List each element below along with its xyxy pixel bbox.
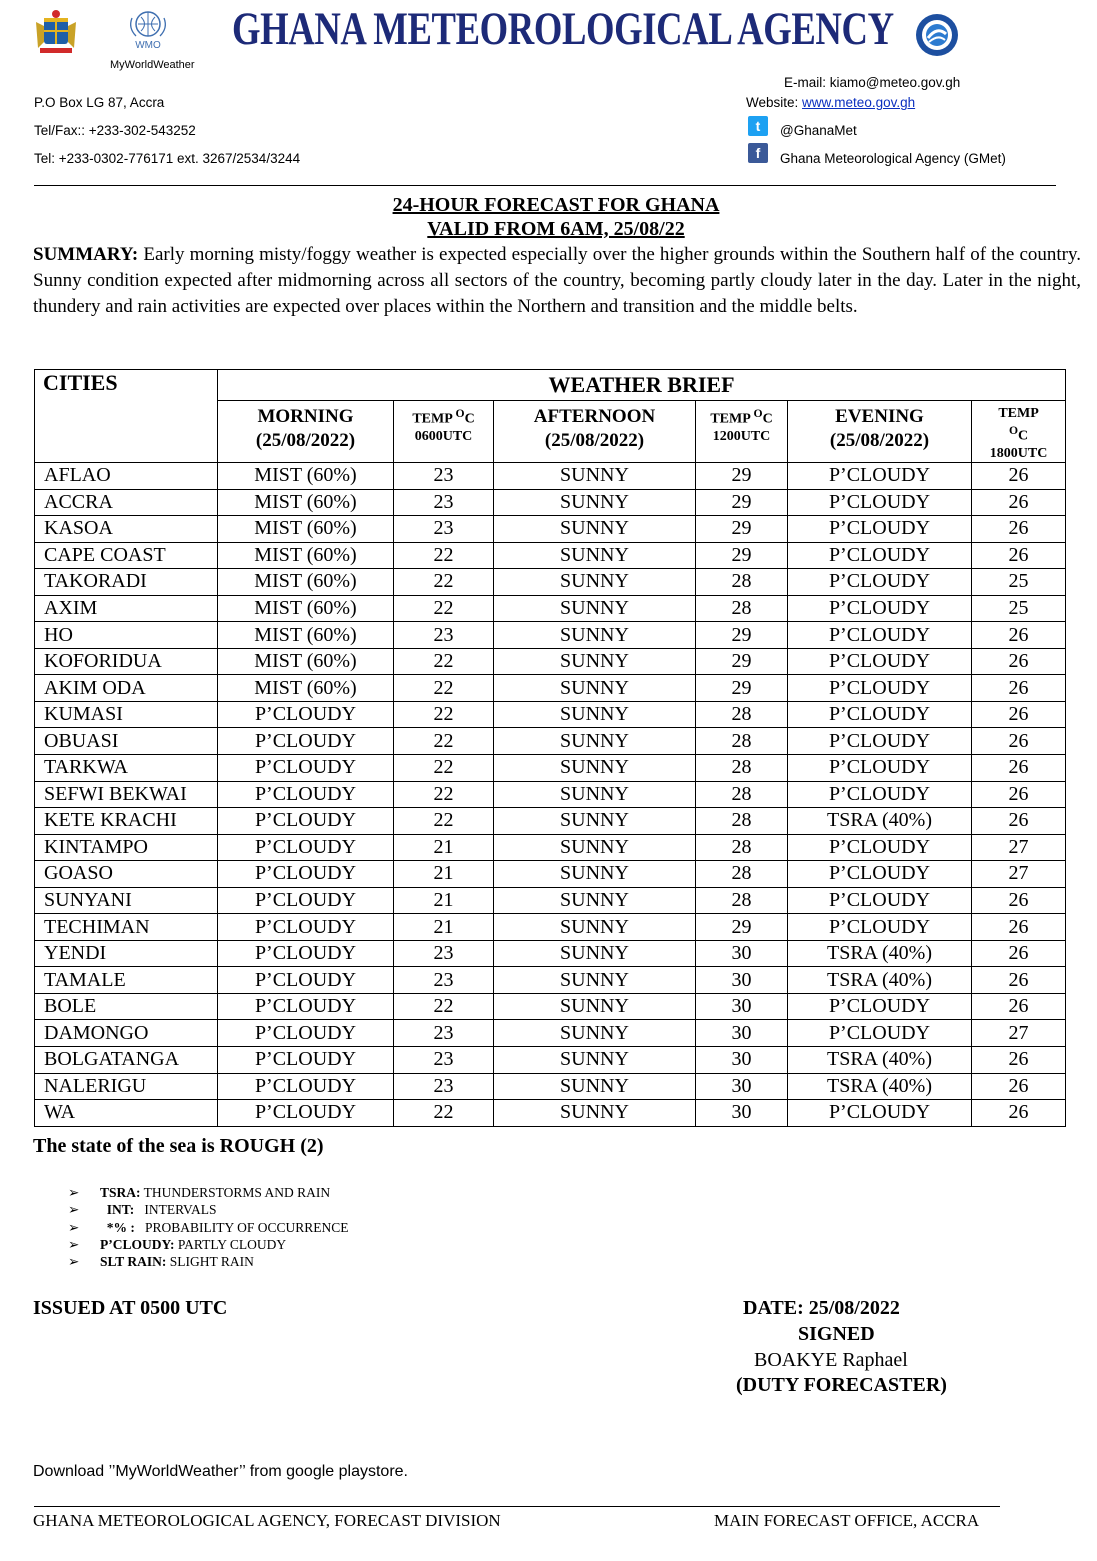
- evening-temp-cell: 25: [972, 595, 1066, 622]
- telephone: Tel: +233-0302-776171 ext. 3267/2534/3244: [34, 151, 301, 166]
- evening-temp-cell: 26: [972, 781, 1066, 808]
- table-row: [35, 701, 1066, 728]
- afternoon-temp-cell: 28: [696, 781, 788, 808]
- degree-mark: O: [1008, 424, 1019, 437]
- evening-temp-cell: 26: [972, 701, 1066, 728]
- website-line: [746, 95, 915, 110]
- evening-weather-cell: P’CLOUDY: [788, 755, 972, 782]
- evening-temp-cell: 26: [972, 887, 1066, 914]
- morning-weather-cell: MIST (60%): [218, 516, 394, 543]
- evening-weather-cell: TSRA (40%): [788, 1073, 972, 1100]
- afternoon-weather-cell: SUNNY: [494, 701, 696, 728]
- afternoon-weather-cell: SUNNY: [494, 1073, 696, 1100]
- afternoon-header: [494, 401, 696, 463]
- evening-weather-cell: P’CLOUDY: [788, 516, 972, 543]
- afternoon-temp-cell: 29: [696, 489, 788, 516]
- morning-date: (25/08/2022): [255, 430, 356, 451]
- city-cell: YENDI: [35, 940, 218, 967]
- legend-definition: INTERVALS: [134, 1202, 217, 1218]
- website-link[interactable]: www.meteo.gov.gh: [802, 95, 916, 110]
- morning-temp-cell: 23: [394, 1047, 494, 1074]
- evening-weather-cell: TSRA (40%): [788, 808, 972, 835]
- table-row: [35, 887, 1066, 914]
- sea-state: The state of the sea is ROUGH (2): [33, 1135, 324, 1157]
- afternoon-weather-cell: SUNNY: [494, 781, 696, 808]
- afternoon-temp-cell: 29: [696, 542, 788, 569]
- afternoon-temp-cell: 29: [696, 622, 788, 649]
- city-cell: GOASO: [35, 861, 218, 888]
- afternoon-weather-cell: SUNNY: [494, 595, 696, 622]
- wmo-emblem-icon: [120, 8, 176, 50]
- morning-temp-cell: 23: [394, 516, 494, 543]
- morning-weather-cell: MIST (60%): [218, 489, 394, 516]
- evening-weather-cell: P’CLOUDY: [788, 1100, 972, 1127]
- time-utc: 1800UTC: [989, 445, 1048, 461]
- table-row: [35, 595, 1066, 622]
- table-row: [35, 861, 1066, 888]
- summary: [33, 242, 1081, 320]
- table-row: [35, 622, 1066, 649]
- table-row: [35, 463, 1066, 490]
- evening-weather-cell: P’CLOUDY: [788, 993, 972, 1020]
- afternoon-weather-cell: SUNNY: [494, 516, 696, 543]
- weather-table: [34, 369, 1066, 1127]
- morning-temp-cell: 21: [394, 834, 494, 861]
- facebook-icon: f: [748, 143, 768, 163]
- city-cell: KINTAMPO: [35, 834, 218, 861]
- temp-label: TEMP: [412, 411, 456, 427]
- arrow-bullet-icon: ➢: [68, 1219, 80, 1235]
- email-address[interactable]: kiamo@meteo.gov.gh: [829, 75, 961, 90]
- table-row: [35, 1073, 1066, 1100]
- twitter-icon: t: [748, 116, 768, 136]
- evening-temp-cell: 26: [972, 648, 1066, 675]
- morning-weather-cell: P’CLOUDY: [218, 887, 394, 914]
- morning-weather-cell: P’CLOUDY: [218, 993, 394, 1020]
- time-utc: 1200UTC: [712, 428, 771, 444]
- city-cell: TAKORADI: [35, 569, 218, 596]
- afternoon-temp-cell: 30: [696, 940, 788, 967]
- morning-weather-cell: P’CLOUDY: [218, 861, 394, 888]
- evening-weather-cell: TSRA (40%): [788, 940, 972, 967]
- temp-label: TEMP: [710, 411, 754, 427]
- forecast-title: 24-HOUR FORECAST FOR GHANA: [392, 194, 720, 216]
- legend-term: SLT RAIN:: [100, 1254, 167, 1270]
- email-label: E-mail:: [784, 75, 827, 90]
- evening-temp-cell: 26: [972, 1100, 1066, 1127]
- celsius-mark: C: [762, 411, 773, 427]
- morning-temp-cell: 23: [394, 940, 494, 967]
- legend-definition: PROBABILITY OF OCCURRENCE: [134, 1219, 349, 1235]
- morning-temp-cell: 22: [394, 675, 494, 702]
- twitter-handle[interactable]: @GhanaMet: [780, 123, 857, 138]
- arrow-bullet-icon: ➢: [68, 1254, 80, 1270]
- morning-temp-cell: 23: [394, 622, 494, 649]
- evening-temp-cell: 25: [972, 569, 1066, 596]
- table-row: [35, 1020, 1066, 1047]
- afternoon-temp-cell: 28: [696, 861, 788, 888]
- city-cell: ACCRA: [35, 489, 218, 516]
- table-row: [35, 569, 1066, 596]
- afternoon-weather-cell: SUNNY: [494, 887, 696, 914]
- afternoon-temp-cell: 28: [696, 595, 788, 622]
- morning-weather-cell: MIST (60%): [218, 569, 394, 596]
- morning-weather-cell: P’CLOUDY: [218, 781, 394, 808]
- table-row: [35, 781, 1066, 808]
- table-row: [35, 808, 1066, 835]
- evening-temp-cell: 27: [972, 1020, 1066, 1047]
- afternoon-weather-cell: SUNNY: [494, 463, 696, 490]
- evening-temp-cell: 27: [972, 834, 1066, 861]
- afternoon-temp-cell: 28: [696, 834, 788, 861]
- afternoon-temp-cell: 30: [696, 1100, 788, 1127]
- table-row: [35, 648, 1066, 675]
- afternoon-weather-cell: SUNNY: [494, 1100, 696, 1127]
- evening-temp-cell: 26: [972, 675, 1066, 702]
- legend-item: [68, 1219, 349, 1236]
- morning-temp-cell: 23: [394, 1020, 494, 1047]
- morning-label: MORNING: [257, 406, 354, 427]
- morning-temp-cell: 23: [394, 463, 494, 490]
- evening-weather-cell: P’CLOUDY: [788, 728, 972, 755]
- evening-temp-cell: 26: [972, 542, 1066, 569]
- afternoon-weather-cell: SUNNY: [494, 569, 696, 596]
- cities-header: CITIES: [35, 370, 218, 463]
- city-cell: OBUASI: [35, 728, 218, 755]
- afternoon-weather-cell: SUNNY: [494, 967, 696, 994]
- temp-label: TEMP: [998, 406, 1039, 421]
- afternoon-temp-cell: 29: [696, 648, 788, 675]
- morning-temp-cell: 22: [394, 781, 494, 808]
- morning-weather-cell: MIST (60%): [218, 595, 394, 622]
- city-cell: KUMASI: [35, 701, 218, 728]
- signed-label: SIGNED: [798, 1323, 875, 1345]
- morning-temp-cell: 23: [394, 967, 494, 994]
- morning-weather-cell: P’CLOUDY: [218, 1100, 394, 1127]
- city-cell: KETE KRACHI: [35, 808, 218, 835]
- evening-weather-cell: P’CLOUDY: [788, 622, 972, 649]
- morning-weather-cell: P’CLOUDY: [218, 755, 394, 782]
- footer-division: GHANA METEOROLOGICAL AGENCY, FORECAST DIVISION: [33, 1511, 501, 1530]
- morning-weather-cell: P’CLOUDY: [218, 967, 394, 994]
- legend-term: P’CLOUDY:: [100, 1236, 175, 1252]
- evening-temp-cell: 26: [972, 728, 1066, 755]
- evening-weather-cell: P’CLOUDY: [788, 463, 972, 490]
- afternoon-temp-cell: 28: [696, 701, 788, 728]
- table-row: [35, 967, 1066, 994]
- morning-weather-cell: P’CLOUDY: [218, 940, 394, 967]
- morning-temp-cell: 22: [394, 542, 494, 569]
- temp-1200-header: [696, 401, 788, 463]
- afternoon-weather-cell: SUNNY: [494, 940, 696, 967]
- evening-weather-cell: P’CLOUDY: [788, 569, 972, 596]
- afternoon-weather-cell: SUNNY: [494, 728, 696, 755]
- table-row: [35, 489, 1066, 516]
- morning-temp-cell: 22: [394, 808, 494, 835]
- website-label: Website:: [746, 95, 799, 110]
- afternoon-weather-cell: SUNNY: [494, 914, 696, 941]
- city-cell: KOFORIDUA: [35, 648, 218, 675]
- gmet-logo-icon: [914, 12, 960, 58]
- download-note: Download ’’MyWorldWeather’’ from google playstore.: [33, 1463, 408, 1480]
- evening-temp-cell: 27: [972, 861, 1066, 888]
- forecaster-name: BOAKYE Raphael: [754, 1349, 908, 1371]
- evening-weather-cell: P’CLOUDY: [788, 1020, 972, 1047]
- celsius-mark: C: [464, 411, 475, 427]
- evening-temp-cell: 26: [972, 622, 1066, 649]
- afternoon-weather-cell: SUNNY: [494, 648, 696, 675]
- afternoon-weather-cell: SUNNY: [494, 489, 696, 516]
- evening-label: EVENING: [835, 406, 924, 427]
- legend-term: TSRA:: [100, 1185, 141, 1200]
- legend-item: [68, 1236, 349, 1253]
- morning-weather-cell: MIST (60%): [218, 622, 394, 649]
- tel-fax: Tel/Fax:: +233-302-543252: [34, 123, 196, 138]
- afternoon-temp-cell: 28: [696, 887, 788, 914]
- forecaster-role: (DUTY FORECASTER): [736, 1374, 947, 1396]
- evening-header: [788, 401, 972, 463]
- morning-weather-cell: P’CLOUDY: [218, 1073, 394, 1100]
- table-row: [35, 728, 1066, 755]
- city-cell: SEFWI BEKWAI: [35, 781, 218, 808]
- celsius-mark: C: [1018, 428, 1029, 444]
- evening-weather-cell: P’CLOUDY: [788, 595, 972, 622]
- morning-temp-cell: 23: [394, 1073, 494, 1100]
- table-row: [35, 675, 1066, 702]
- afternoon-weather-cell: SUNNY: [494, 993, 696, 1020]
- city-cell: WA: [35, 1100, 218, 1127]
- evening-weather-cell: P’CLOUDY: [788, 781, 972, 808]
- summary-text: Early morning misty/foggy weather is expected especially over the higher grounds within the Southern half of the country. Sunny condition expected after midmorning across all sectors of the country, becoming partly cloudy later in the day. Later in the night, thundery and rain activities are expected over places within the Northern and transition and the middle belts.: [33, 244, 1081, 317]
- email-line: [784, 75, 960, 90]
- city-cell: TAMALE: [35, 967, 218, 994]
- morning-temp-cell: 22: [394, 648, 494, 675]
- table-row: [35, 834, 1066, 861]
- morning-weather-cell: MIST (60%): [218, 675, 394, 702]
- degree-mark: O: [455, 407, 465, 420]
- table-row: [35, 1047, 1066, 1074]
- city-cell: NALERIGU: [35, 1073, 218, 1100]
- morning-temp-cell: 22: [394, 701, 494, 728]
- legend-definition: SLIGHT RAIN: [166, 1254, 254, 1270]
- city-cell: KASOA: [35, 516, 218, 543]
- legend-term: *% :: [100, 1219, 135, 1235]
- afternoon-date: (25/08/2022): [544, 430, 645, 451]
- table-row: [35, 755, 1066, 782]
- time-utc: 0600UTC: [414, 428, 473, 444]
- afternoon-weather-cell: SUNNY: [494, 1047, 696, 1074]
- footer-office: MAIN FORECAST OFFICE, ACCRA: [714, 1511, 980, 1530]
- legend-definition: THUNDERSTORMS AND RAIN: [140, 1185, 331, 1200]
- morning-weather-cell: MIST (60%): [218, 463, 394, 490]
- evening-temp-cell: 26: [972, 489, 1066, 516]
- legend-item: [68, 1253, 349, 1270]
- afternoon-temp-cell: 30: [696, 1020, 788, 1047]
- morning-temp-cell: 22: [394, 728, 494, 755]
- city-cell: AKIM ODA: [35, 675, 218, 702]
- table-row: [35, 516, 1066, 543]
- morning-temp-cell: 21: [394, 914, 494, 941]
- afternoon-weather-cell: SUNNY: [494, 834, 696, 861]
- city-cell: BOLE: [35, 993, 218, 1020]
- city-cell: CAPE COAST: [35, 542, 218, 569]
- table-row: [35, 542, 1066, 569]
- afternoon-temp-cell: 28: [696, 755, 788, 782]
- facebook-page[interactable]: Ghana Meteorological Agency (GMet): [780, 151, 1006, 166]
- evening-temp-cell: 26: [972, 516, 1066, 543]
- morning-weather-cell: P’CLOUDY: [218, 1020, 394, 1047]
- afternoon-temp-cell: 30: [696, 1047, 788, 1074]
- arrow-bullet-icon: ➢: [68, 1236, 80, 1252]
- evening-temp-cell: 26: [972, 808, 1066, 835]
- evening-temp-cell: 26: [972, 914, 1066, 941]
- evening-weather-cell: TSRA (40%): [788, 967, 972, 994]
- afternoon-weather-cell: SUNNY: [494, 675, 696, 702]
- afternoon-weather-cell: SUNNY: [494, 622, 696, 649]
- city-cell: BOLGATANGA: [35, 1047, 218, 1074]
- afternoon-weather-cell: SUNNY: [494, 808, 696, 835]
- morning-temp-cell: 22: [394, 755, 494, 782]
- afternoon-weather-cell: SUNNY: [494, 1020, 696, 1047]
- degree-mark: O: [753, 407, 763, 420]
- city-cell: TECHIMAN: [35, 914, 218, 941]
- afternoon-temp-cell: 29: [696, 463, 788, 490]
- address: P.O Box LG 87, Accra: [34, 95, 165, 110]
- city-cell: HO: [35, 622, 218, 649]
- afternoon-temp-cell: 30: [696, 993, 788, 1020]
- morning-weather-cell: MIST (60%): [218, 648, 394, 675]
- evening-temp-cell: 26: [972, 993, 1066, 1020]
- evening-weather-cell: TSRA (40%): [788, 1047, 972, 1074]
- morning-temp-cell: 21: [394, 887, 494, 914]
- evening-weather-cell: P’CLOUDY: [788, 834, 972, 861]
- afternoon-temp-cell: 30: [696, 967, 788, 994]
- issued-at: ISSUED AT 0500 UTC: [33, 1297, 228, 1319]
- morning-weather-cell: P’CLOUDY: [218, 914, 394, 941]
- afternoon-temp-cell: 29: [696, 914, 788, 941]
- evening-temp-cell: 26: [972, 940, 1066, 967]
- morning-weather-cell: P’CLOUDY: [218, 701, 394, 728]
- legend-term: INT:: [100, 1202, 135, 1218]
- city-cell: AFLAO: [35, 463, 218, 490]
- afternoon-temp-cell: 29: [696, 675, 788, 702]
- arrow-bullet-icon: ➢: [68, 1185, 80, 1200]
- ghana-coat-of-arms-icon: [32, 8, 80, 56]
- afternoon-temp-cell: 28: [696, 569, 788, 596]
- afternoon-weather-cell: SUNNY: [494, 755, 696, 782]
- evening-weather-cell: P’CLOUDY: [788, 887, 972, 914]
- afternoon-temp-cell: 28: [696, 808, 788, 835]
- header-divider: [34, 185, 1056, 186]
- temp-1800-header: [972, 401, 1066, 463]
- city-cell: DAMONGO: [35, 1020, 218, 1047]
- afternoon-weather-cell: SUNNY: [494, 542, 696, 569]
- legend-definition: PARTLY CLOUDY: [174, 1236, 287, 1252]
- summary-label: SUMMARY:: [33, 244, 139, 265]
- afternoon-weather-cell: SUNNY: [494, 861, 696, 888]
- city-cell: AXIM: [35, 595, 218, 622]
- afternoon-temp-cell: 28: [696, 728, 788, 755]
- table-row: [35, 1100, 1066, 1127]
- evening-date: (25/08/2022): [829, 430, 930, 451]
- issue-date: DATE: 25/08/2022: [743, 1297, 900, 1319]
- weather-brief-header: WEATHER BRIEF: [218, 370, 1066, 401]
- legend-item: [68, 1201, 349, 1218]
- morning-temp-cell: 22: [394, 993, 494, 1020]
- myworldweather-label: MyWorldWeather: [110, 59, 195, 71]
- evening-temp-cell: 26: [972, 463, 1066, 490]
- table-row: [35, 940, 1066, 967]
- evening-weather-cell: P’CLOUDY: [788, 489, 972, 516]
- morning-header: [218, 401, 394, 463]
- legend: [68, 1184, 349, 1270]
- evening-weather-cell: P’CLOUDY: [788, 542, 972, 569]
- footer-divider: [34, 1506, 1000, 1507]
- morning-weather-cell: P’CLOUDY: [218, 728, 394, 755]
- city-cell: SUNYANI: [35, 887, 218, 914]
- morning-temp-cell: 22: [394, 1100, 494, 1127]
- afternoon-temp-cell: 29: [696, 516, 788, 543]
- morning-temp-cell: 22: [394, 595, 494, 622]
- city-cell: TARKWA: [35, 755, 218, 782]
- morning-weather-cell: P’CLOUDY: [218, 1047, 394, 1074]
- afternoon-label: AFTERNOON: [533, 406, 656, 427]
- morning-weather-cell: P’CLOUDY: [218, 808, 394, 835]
- agency-name: GHANA METEOROLOGICAL AGENCY: [232, 3, 894, 55]
- evening-temp-cell: 26: [972, 755, 1066, 782]
- morning-temp-cell: 23: [394, 489, 494, 516]
- evening-temp-cell: 26: [972, 1073, 1066, 1100]
- legend-item: [68, 1184, 349, 1201]
- evening-weather-cell: P’CLOUDY: [788, 675, 972, 702]
- temp-0600-header: [394, 401, 494, 463]
- forecast-valid: VALID FROM 6AM, 25/08/22: [427, 218, 685, 240]
- evening-weather-cell: P’CLOUDY: [788, 701, 972, 728]
- evening-weather-cell: P’CLOUDY: [788, 861, 972, 888]
- arrow-bullet-icon: ➢: [68, 1202, 80, 1218]
- afternoon-temp-cell: 30: [696, 1073, 788, 1100]
- morning-weather-cell: P’CLOUDY: [218, 834, 394, 861]
- table-row: [35, 914, 1066, 941]
- table-row: [35, 993, 1066, 1020]
- evening-weather-cell: P’CLOUDY: [788, 648, 972, 675]
- morning-temp-cell: 21: [394, 861, 494, 888]
- wmo-label: WMO: [135, 40, 161, 50]
- morning-weather-cell: MIST (60%): [218, 542, 394, 569]
- evening-weather-cell: P’CLOUDY: [788, 914, 972, 941]
- evening-temp-cell: 26: [972, 1047, 1066, 1074]
- evening-temp-cell: 26: [972, 967, 1066, 994]
- morning-temp-cell: 22: [394, 569, 494, 596]
